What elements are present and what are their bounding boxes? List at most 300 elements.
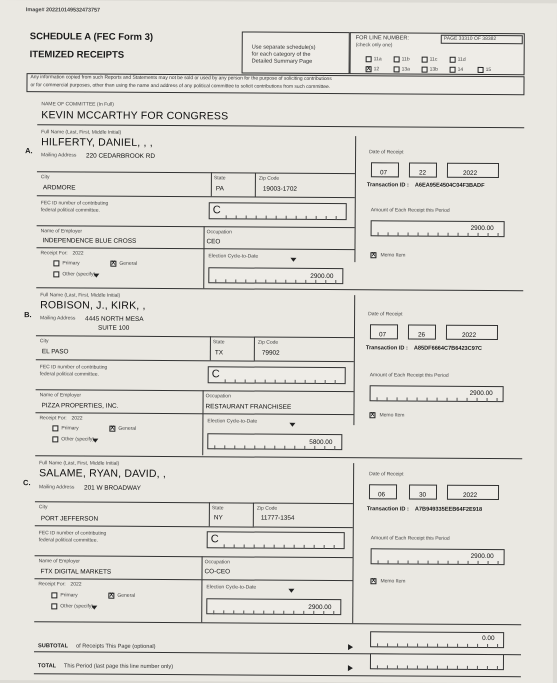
line-11c-checkbox[interactable] [422,57,428,63]
city-label: City [39,338,49,345]
fec-id-prefix: C [211,368,220,381]
other-checkbox[interactable] [53,271,59,277]
total-line [34,673,521,677]
fec-id-label-line-2: federal political committee. [39,371,99,378]
field-segment-tick [378,560,379,564]
row-line [35,501,353,504]
occupation-label: Occupation [205,393,231,400]
field-segment-tick [497,666,498,670]
date-year: 2022 [462,169,478,177]
field-segment-tick [255,280,256,284]
field-segment-tick [296,216,297,220]
general-checkbox[interactable]: X [109,592,114,599]
election-cycle-dropdown-icon[interactable] [288,589,294,593]
date-month: 07 [378,331,387,339]
fec-id-field[interactable] [209,202,347,220]
full-name-label: Full Name (Last, First, Middle Initial) [39,460,120,467]
field-segment-tick [427,644,428,648]
receipt-year: 2022 [70,581,82,588]
field-segment-tick [233,610,234,614]
date-of-receipt-label: Date of Receipt [369,471,404,478]
election-cycle-label: Election Cycle-to-Date [206,584,257,591]
field-segment-tick [263,611,264,615]
row-line [34,578,352,581]
disclaimer-line-2: or for commercial purposes, other than using the name and address of any political committee to solicit contributions from such committee. [30,83,331,91]
field-segment-tick [377,665,378,669]
field-segment-tick [334,545,335,549]
general-label: General [118,425,137,432]
field-segment-tick [438,561,439,565]
field-segment-tick [437,644,438,648]
field-segment-tick [293,611,294,615]
row-line [36,389,354,392]
total-field[interactable] [370,653,504,670]
field-segment-tick [417,398,418,402]
fec-id-label-line-1: FEC ID number of contributing [39,364,108,371]
total-label: TOTAL [37,663,57,670]
city-value: ARDMORE [42,184,76,192]
field-segment-tick [387,397,388,401]
line-13a-checkbox[interactable] [394,66,400,72]
general-checkbox[interactable]: X [110,425,115,432]
field-segment-tick [266,216,267,220]
field-segment-tick [295,280,296,284]
zip-label: Zip Code [258,175,280,182]
row-line [35,525,353,528]
row-line [37,225,355,228]
city-value: EL PASO [41,348,69,356]
field-segment-tick [284,545,285,549]
amount-value: 2900.00 [470,224,494,233]
field-segment-tick [264,545,265,549]
field-segment-tick [265,280,266,284]
date-of-receipt-label: Date of Receipt [368,311,403,318]
mailing-address-label: Mailing Address [41,152,77,159]
field-segment-tick [437,666,438,670]
primary-label: Primary [61,425,79,432]
field-segment-tick [417,644,418,648]
field-segment-tick [437,398,438,402]
line-11d-checkbox[interactable] [450,57,456,63]
field-segment-tick [255,380,256,384]
field-segment-tick [408,232,409,236]
field-segment-tick [397,397,398,401]
transaction-id-label: Transaction ID : [366,506,409,513]
state-label: State [213,175,226,182]
zip-value: 19003-1702 [262,185,297,193]
committee-name: KEVIN MCCARTHY FOR CONGRESS [41,109,229,123]
zip-label: Zip Code [257,339,279,346]
line-11c-label: 11c [429,56,438,63]
field-segment-tick [378,232,379,236]
field-segment-tick [264,446,265,450]
field-segment-tick [325,380,326,384]
field-segment-tick [334,446,335,450]
line-13b-checkbox[interactable] [422,67,428,73]
employer-value: FTX DIGITAL MARKETS [40,568,112,576]
field-segment-tick [324,545,325,549]
field-segment-tick [246,216,247,220]
field-segment-tick [215,279,216,283]
fec-id-field[interactable] [207,531,345,549]
field-segment-tick [477,666,478,670]
other-dropdown-icon[interactable] [91,606,97,610]
occupation-label: Occupation [206,229,232,236]
entry-divider [36,287,523,291]
field-segment-tick [325,280,326,284]
field-segment-tick [285,380,286,384]
line-15-label: 15 [485,66,492,74]
election-cycle-dropdown-icon[interactable] [290,258,296,262]
employer-label: Name of Employer [40,228,83,235]
receipt-for-label: Receipt For: [40,250,68,257]
fec-id-label-line-2: federal political committee. [40,207,100,214]
field-segment-tick [234,544,235,548]
line-11b-label: 11b [401,56,410,63]
field-segment-tick [398,560,399,564]
state-value: PA [215,185,224,193]
transaction-id-label: Transaction ID : [365,345,408,352]
field-segment-tick [477,644,478,648]
page-number: PAGE 33310 OF 38382 [443,35,497,43]
election-cycle-label: Election Cycle-to-Date [207,418,258,425]
entry-divider [34,621,521,625]
instruction-line-3: Detailed Summary Page [251,58,313,65]
field-segment-tick [448,233,449,237]
state-label: State [212,339,225,346]
instruction-line-2: for each category of the [251,51,311,58]
field-segment-tick [427,398,428,402]
mailing-address-label: Mailing Address [39,484,75,491]
mailing-address-line-2: SUITE 100 [97,324,130,332]
memo-label: Memo Item [379,412,405,419]
cell-divider [210,336,211,360]
election-cycle-label: Election Cycle-to-Date [208,253,259,260]
primary-checkbox[interactable] [52,425,58,431]
field-segment-tick [275,380,276,384]
field-segment-tick [315,280,316,284]
field-segment-tick [467,666,468,670]
field-segment-tick [243,610,244,614]
state-value: NY [213,514,223,522]
row-line [36,335,354,338]
primary-checkbox[interactable] [51,592,57,598]
cell-divider [201,579,202,622]
field-segment-tick [497,644,498,648]
field-segment-tick [244,544,245,548]
primary-label: Primary [62,260,80,267]
occupation-value: RESTAURANT FRANCHISEE [205,403,292,411]
form-subtitle: ITEMIZED RECEIPTS [29,49,125,61]
row-line [35,555,353,558]
primary-label: Primary [60,592,78,599]
field-segment-tick [305,280,306,284]
line-14-label: 14 [457,66,464,73]
field-segment-tick [283,611,284,615]
cell-divider [253,503,254,527]
field-segment-tick [313,611,314,615]
field-segment-tick [447,666,448,670]
receipt-year: 2022 [71,415,83,422]
field-segment-tick [244,446,245,450]
for-line-number-label: FOR LINE NUMBER: [355,35,409,42]
row-line [37,171,355,174]
field-segment-tick [458,233,459,237]
field-segment-tick [477,398,478,402]
cell-divider [203,226,204,248]
field-segment-tick [276,216,277,220]
field-segment-tick [467,398,468,402]
field-segment-tick [398,232,399,236]
date-day: 30 [418,491,427,499]
field-segment-tick [275,280,276,284]
mailing-address-line-1: 220 CEDARBROOK RD [86,152,155,160]
field-segment-tick [324,446,325,450]
field-segment-tick [427,666,428,670]
amount-label: Amount of Each Receipt this Period [370,535,450,542]
field-segment-tick [487,666,488,670]
line-11d-label: 11d [457,56,466,63]
field-segment-tick [213,610,214,614]
date-year: 2022 [462,491,478,499]
field-segment-tick [407,643,408,647]
entry-letter: C. [23,478,31,488]
other-checkbox[interactable] [51,603,57,609]
memo-checkbox[interactable]: X [371,578,376,585]
field-segment-tick [214,445,215,449]
state-value: TX [214,349,224,357]
field-segment-tick [236,215,237,219]
field-segment-tick [417,666,418,670]
receipt-for-label: Receipt For: [39,415,67,422]
cell-divider [202,413,203,455]
field-segment-tick [388,232,389,236]
line-14-checkbox[interactable] [450,67,456,73]
field-segment-tick [377,643,378,647]
field-segment-tick [428,561,429,565]
field-segment-tick [447,644,448,648]
other-label: Other (specify) [60,603,94,610]
field-segment-tick [305,380,306,384]
field-segment-tick [418,233,419,237]
employer-value: PIZZA PROPERTIES, INC. [41,402,119,410]
field-segment-tick [224,544,225,548]
field-segment-tick [285,280,286,284]
cell-divider [203,248,204,288]
field-segment-tick [254,446,255,450]
field-segment-tick [253,611,254,615]
check-only-one-label: (check only one) [355,42,393,49]
cell-divider [202,390,203,413]
row-line [37,195,355,198]
column-divider [353,295,355,425]
occupation-label: Occupation [204,559,230,566]
cell-divider [211,172,212,196]
field-segment-tick [418,561,419,565]
field-segment-tick [335,280,336,284]
cell-divider [254,337,255,361]
field-segment-tick [273,611,274,615]
full-name-label: Full Name (Last, First, Middle Initial) [40,292,121,299]
state-label: State [211,505,224,512]
field-segment-tick [487,644,488,648]
field-segment-tick [274,545,275,549]
primary-checkbox[interactable] [53,260,59,266]
field-segment-tick [295,380,296,384]
fec-id-prefix: C [212,204,221,217]
amount-label: Amount of Each Receipt this Period [369,372,449,379]
field-segment-tick [397,665,398,669]
contributor-name: SALAME, RYAN, DAVID, , [39,467,167,481]
date-of-receipt-label: Date of Receipt [369,149,404,156]
field-segment-tick [254,545,255,549]
election-cycle-amount: 2900.00 [310,272,334,281]
field-segment-tick [294,545,295,549]
disclaimer-line-1: Any information copied from such Reports and Statements may not be sold or used by any person for the purpose of soliciting contributions [30,75,332,83]
zip-value: 11777-1354 [260,514,295,522]
date-month: 07 [379,169,388,177]
field-segment-tick [408,561,409,565]
field-segment-tick [235,279,236,283]
receipt-for-label: Receipt For: [38,581,66,588]
field-segment-tick [274,446,275,450]
field-segment-tick [323,611,324,615]
mailing-address-line-1: 201 W BROADWAY [83,484,141,492]
other-dropdown-icon[interactable] [93,274,99,278]
employer-label: Name of Employer [39,392,82,399]
cell-divider [209,502,210,526]
field-segment-tick [438,233,439,237]
other-label: Other (specify) [61,436,95,443]
field-segment-tick [387,665,388,669]
field-segment-tick [284,446,285,450]
mailing-address-label: Mailing Address [40,315,76,322]
cell-divider [255,173,256,197]
field-segment-tick [286,216,287,220]
field-segment-tick [377,397,378,401]
line-11b-checkbox[interactable] [394,56,400,62]
column-divider [354,136,356,262]
field-segment-tick [457,398,458,402]
employer-value: INDEPENDENCE BLUE CROSS [42,237,137,245]
field-segment-tick [316,216,317,220]
committee-label: NAME OF COMMITTEE (In Full) [41,101,114,108]
field-segment-tick [447,398,448,402]
other-checkbox[interactable] [52,436,58,442]
row-line [36,359,354,362]
row-line [36,247,354,250]
total-text: This Period (last page this line number only) [63,663,174,671]
memo-checkbox[interactable]: X [371,252,376,259]
field-segment-tick [225,379,226,383]
column-divider [352,463,354,623]
field-segment-tick [497,398,498,402]
election-cycle-amount: 5800.00 [309,438,333,447]
field-segment-tick [333,611,334,615]
memo-label: Memo Item [380,578,406,585]
other-label: Other (specify) [62,271,96,278]
field-segment-tick [498,561,499,565]
employer-label: Name of Employer [38,558,80,565]
date-day: 26 [417,331,426,339]
memo-checkbox[interactable]: X [370,412,375,419]
zip-label: Zip Code [256,505,278,512]
amount-value: 2900.00 [469,389,493,398]
entry-letter: A. [25,146,33,156]
contributor-name: ROBISON, J., KIRK, , [40,299,146,312]
field-segment-tick [387,643,388,647]
field-segment-tick [245,380,246,384]
field-segment-tick [303,611,304,615]
transaction-id-value: A6EA95E4504C04F3BADF [414,182,485,189]
field-segment-tick [397,643,398,647]
field-segment-tick [234,445,235,449]
field-segment-tick [304,545,305,549]
subtotal-value: 0.00 [482,634,495,643]
field-segment-tick [306,216,307,220]
line-12-checkbox[interactable]: X [366,66,371,73]
line-15-checkbox[interactable] [478,67,484,73]
line-13b-label: 13b [429,66,438,73]
general-label: General [117,592,136,599]
line-11a-checkbox[interactable] [366,56,372,62]
field-segment-tick [326,216,327,220]
image-number: Image# 202210149532473757 [25,7,101,14]
field-segment-tick [224,445,225,449]
instruction-line-1: Use separate schedule(s) [251,44,316,51]
amount-label: Amount of Each Receipt this Period [370,207,450,214]
field-segment-tick [407,397,408,401]
fec-id-field[interactable] [208,366,346,384]
field-segment-tick [235,379,236,383]
general-checkbox[interactable]: X [111,260,116,267]
field-segment-tick [487,398,488,402]
field-segment-tick [407,665,408,669]
field-segment-tick [265,380,266,384]
mailing-address-line-1: 4445 NORTH MESA [85,315,144,323]
committee-underline [37,124,524,128]
entry-letter: B. [24,310,32,320]
field-segment-tick [225,279,226,283]
field-segment-tick [245,280,246,284]
general-label: General [119,260,138,267]
other-dropdown-icon[interactable] [92,439,98,443]
field-segment-tick [468,233,469,237]
field-segment-tick [488,233,489,237]
field-segment-tick [336,216,337,220]
occupation-value: CO-CEO [204,568,231,576]
form-title: SCHEDULE A (FEC Form 3) [29,31,154,43]
line-12-label: 12 [373,66,380,73]
subtotal-text: of Receipts This Page (optional) [76,643,156,650]
memo-label: Memo Item [380,252,406,259]
transaction-id-value: A85DF6664C7B6423C97C [413,345,483,352]
total-arrow-icon [348,665,353,671]
line-13a-label: 13a [401,66,410,73]
subtotal-label: SUBTOTAL [38,643,69,650]
field-segment-tick [304,446,305,450]
field-segment-tick [457,644,458,648]
cell-divider [201,556,202,579]
field-segment-tick [388,560,389,564]
zip-value: 79902 [261,349,280,357]
full-name-label: Full Name (Last, First, Middle Initial) [41,129,122,136]
field-segment-tick [294,446,295,450]
election-cycle-dropdown-icon[interactable] [289,423,295,427]
field-segment-tick [488,561,489,565]
field-segment-tick [498,233,499,237]
line-11a-label: 11a [373,56,382,63]
